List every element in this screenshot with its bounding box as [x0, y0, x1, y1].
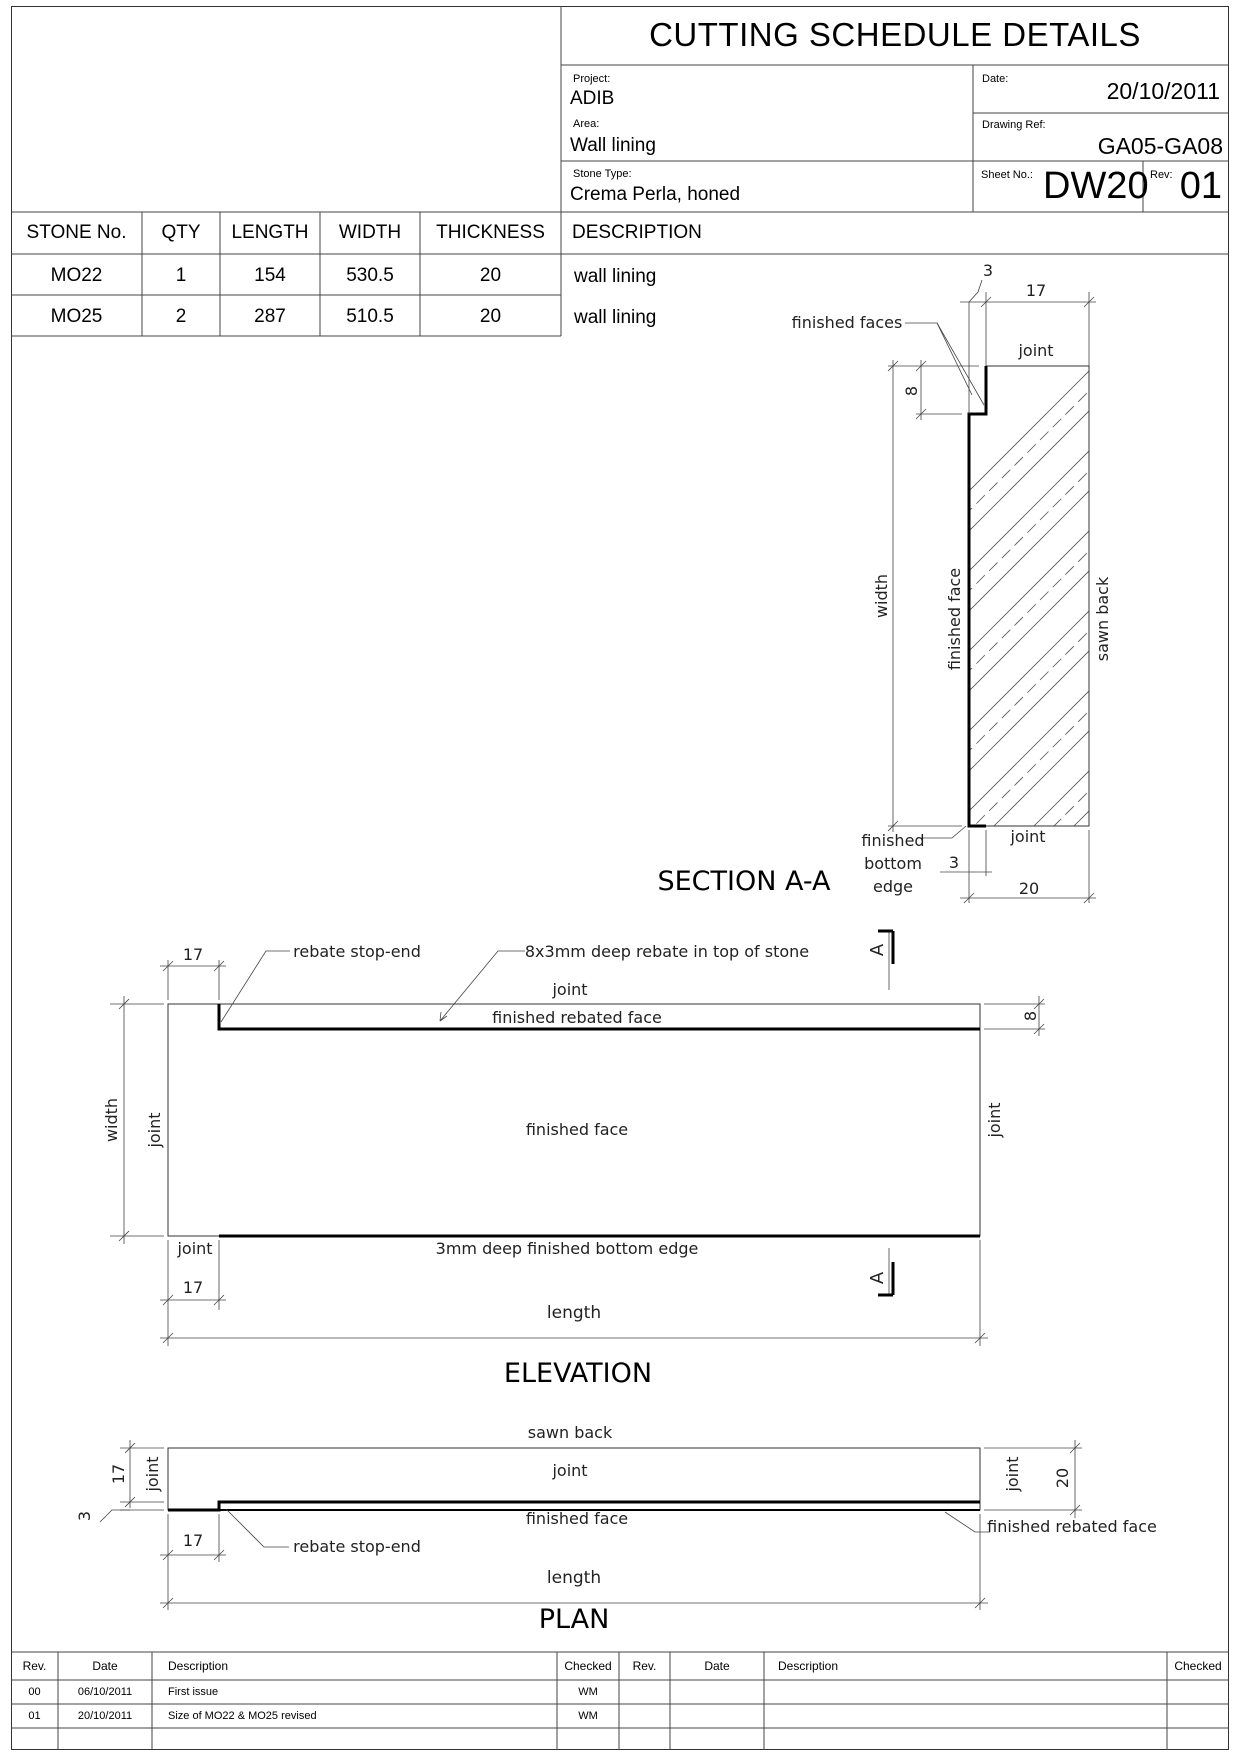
area-value: Wall lining [570, 135, 656, 156]
plan-dim-17-bottom: 17 [182, 1531, 204, 1550]
rev-value: 01 [1179, 165, 1222, 207]
cell-stone-no: MO22 [50, 265, 103, 286]
date-value: 20/10/2011 [1106, 78, 1220, 104]
rev-header-description: Description [778, 1659, 839, 1673]
stone-type-value: Crema Perla, honed [570, 184, 741, 205]
plan-dim-3: 3 [75, 1510, 94, 1522]
cell-description: wall lining [574, 307, 657, 328]
plan-dim-17-left: 17 [109, 1463, 128, 1485]
page-title: CUTTING SCHEDULE DETAILS [649, 16, 1141, 53]
project-value: ADIB [570, 88, 615, 109]
elevation-rebate-stop-end: rebate stop-end [293, 942, 421, 961]
section-dim-3-top: 3 [982, 261, 994, 280]
rev-cell-description: First issue [168, 1686, 219, 1698]
section-finished-bottom-3: edge [873, 877, 913, 896]
stone-type-label: Stone Type: [573, 168, 632, 180]
section-cut-markers [878, 931, 893, 1295]
rev-header-rev: Rev. [22, 1659, 47, 1673]
section-finished-face-label: finished face [945, 567, 964, 671]
sheet-no-value: DW20 [1043, 165, 1149, 207]
plan-rebate-stop-end: rebate stop-end [293, 1537, 421, 1556]
date-label: Date: [982, 73, 1009, 85]
drawing-ref-value: GA05-GA08 [1097, 133, 1223, 159]
section-width-label: width [872, 573, 891, 619]
cell-qty: 2 [175, 306, 187, 327]
plan-caption: PLAN [538, 1604, 610, 1635]
col-header-stone-no: STONE No. [26, 222, 127, 243]
elevation-joint-top: joint [552, 980, 588, 999]
section-sawn-back-label: sawn back [1093, 576, 1112, 662]
rev-header-checked: Checked [564, 1659, 612, 1673]
elevation-joint-bottom: joint [177, 1239, 213, 1258]
section-marker-top: A [867, 943, 888, 957]
section-finished-faces-label: finished faces [791, 313, 903, 332]
rev-cell-rev: 01 [28, 1710, 41, 1722]
drawing-ref-label: Drawing Ref: [982, 119, 1046, 131]
sheet-no-label: Sheet No.: [981, 169, 1033, 181]
section-finished-bottom-1: finished [861, 831, 925, 850]
plan-joint-center: joint [552, 1461, 588, 1480]
elevation-finished-face: finished face [525, 1120, 629, 1139]
rev-cell-rev: 00 [28, 1686, 41, 1698]
plan-dim-20: 20 [1053, 1467, 1072, 1489]
cell-length: 287 [254, 306, 286, 327]
plan-finished-face: finished face [525, 1509, 629, 1528]
cell-length: 154 [254, 265, 286, 286]
elevation-dim-17-bottom: 17 [182, 1278, 204, 1297]
elevation-dim-17-top: 17 [182, 945, 204, 964]
col-header-description: DESCRIPTION [572, 222, 702, 243]
section-joint-bottom: joint [1010, 827, 1046, 846]
section-dim-8: 8 [902, 385, 921, 397]
cell-thickness: 20 [479, 265, 502, 286]
elevation-joint-right: joint [985, 1102, 1004, 1138]
col-header-qty: QTY [161, 222, 201, 243]
plan-joint-left: joint [143, 1456, 162, 1492]
elevation-width-label: width [102, 1097, 121, 1143]
plan-finished-rebated-face: finished rebated face [987, 1517, 1157, 1536]
section-dim-17: 17 [1025, 281, 1047, 300]
cell-qty: 1 [175, 265, 187, 286]
col-header-length: LENGTH [231, 222, 309, 243]
cell-stone-no: MO25 [50, 306, 103, 327]
elevation-rebate-note: 8x3mm deep rebate in top of stone [524, 942, 810, 961]
rev-cell-date: 20/10/2011 [77, 1710, 133, 1722]
section-joint-top: joint [1018, 341, 1054, 360]
rev-cell-checked: WM [578, 1710, 598, 1722]
elevation-joint-left: joint [145, 1112, 164, 1148]
plan-joint-right: joint [1003, 1456, 1022, 1492]
area-label: Area: [573, 118, 600, 130]
project-label: Project: [573, 73, 611, 85]
elevation-finished-rebated-face: finished rebated face [492, 1008, 662, 1027]
rev-cell-description: Size of MO22 & MO25 revised [168, 1710, 317, 1722]
section-dim-3-bottom: 3 [948, 853, 960, 872]
plan-sawn-back: sawn back [527, 1423, 613, 1442]
cell-description: wall lining [574, 266, 657, 287]
section-finished-bottom-2: bottom [864, 854, 922, 873]
rev-header-checked: Checked [1174, 1659, 1222, 1673]
section-dim-20: 20 [1018, 879, 1040, 898]
plan-length: length [546, 1568, 602, 1588]
col-header-thickness: THICKNESS [436, 222, 545, 243]
cell-width: 510.5 [346, 306, 394, 327]
rev-header-date: Date [704, 1659, 730, 1673]
section-profile [900, 320, 1140, 1080]
elevation-length: length [546, 1303, 602, 1323]
elevation-caption: ELEVATION [503, 1358, 653, 1389]
rev-cell-date: 06/10/2011 [77, 1686, 133, 1698]
section-dimensions [888, 280, 1096, 903]
col-header-width: WIDTH [338, 222, 402, 243]
elevation-bottom-edge: 3mm deep finished bottom edge [435, 1239, 699, 1258]
elevation-dim-8: 8 [1021, 1010, 1040, 1022]
rev-label: Rev: [1150, 169, 1173, 181]
section-marker-bottom: A [867, 1271, 888, 1285]
rev-header-description: Description [168, 1659, 229, 1673]
rev-cell-checked: WM [578, 1686, 598, 1698]
cell-thickness: 20 [479, 306, 502, 327]
rev-header-date: Date [92, 1659, 118, 1673]
cell-width: 530.5 [346, 265, 394, 286]
rev-header-rev: Rev. [632, 1659, 657, 1673]
section-caption: SECTION A-A [657, 866, 831, 897]
